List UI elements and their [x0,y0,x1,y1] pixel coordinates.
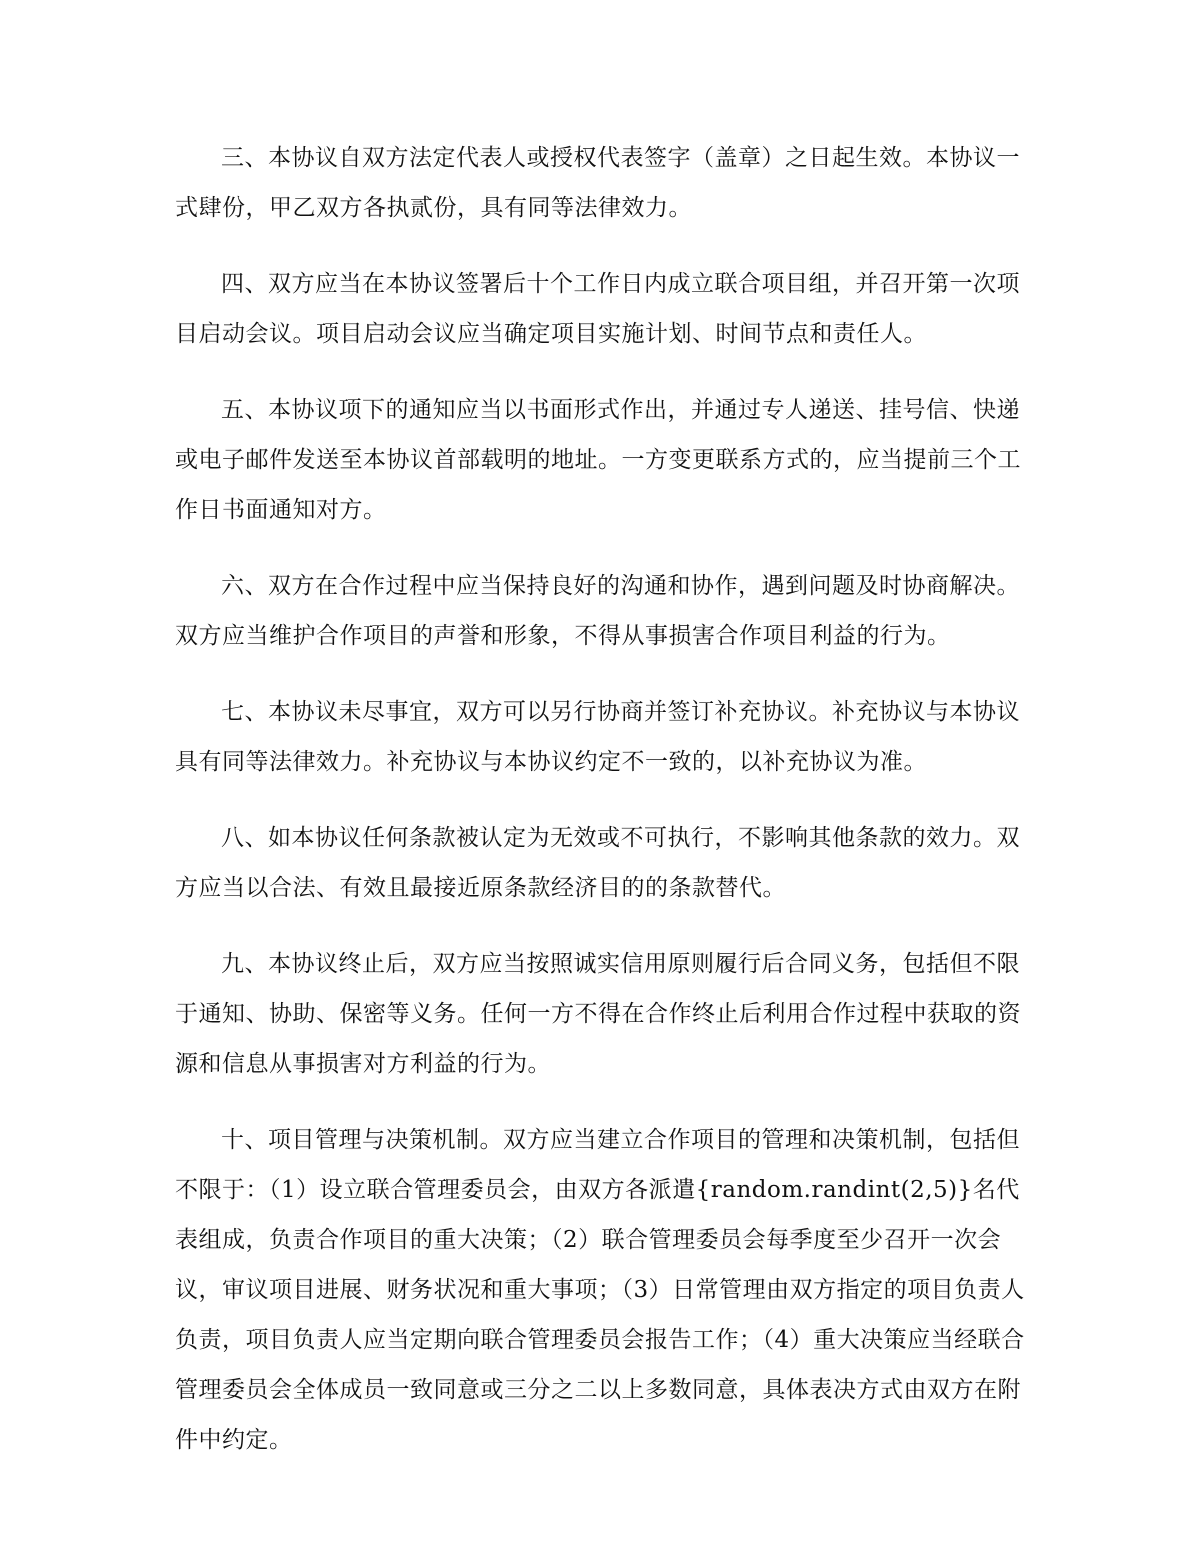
clause-8: 八、如本协议任何条款被认定为无效或不可执行，不影响其他条款的效力。双方应当以合法、有效且最接近原条款经济目的的条款替代。 [175,825,1020,901]
clause-4: 四、双方应当在本协议签署后十个工作日内成立联合项目组，并召开第一次项目启动会议。项目启动会议应当确定项目实施计划、时间节点和责任人。 [175,271,1020,347]
clause-10: 十、项目管理与决策机制。双方应当建立合作项目的管理和决策机制，包括但不限于：（1）设立联合管理委员会，由双方各派遣{random.randint(2,5)}名代表组成，负责合作项目的重大决策；（2）联合管理委员会每季度至少召开一次会议，审议项目进展、财务状况和重大事项；（3）日常管理由双方指定的项目负责人负责，项目负责人应当定期向联合管理委员会报告工作；（4）重大决策应当经联合管理委员会全体成员一致同意或三分之二以上多数同意，具体表决方式由双方在附件中约定。 [175,1127,1025,1453]
document-body [175,133,1025,1491]
clause-6: 六、双方在合作过程中应当保持良好的沟通和协作，遇到问题及时协商解决。双方应当维护合作项目的声誉和形象，不得从事损害合作项目利益的行为。 [175,573,1020,649]
clause-9: 九、本协议终止后，双方应当按照诚实信用原则履行后合同义务，包括但不限于通知、协助、保密等义务。任何一方不得在合作终止后利用合作过程中获取的资源和信息从事损害对方利益的行为。 [175,951,1021,1077]
clause-7: 七、本协议未尽事宜，双方可以另行协商并签订补充协议。补充协议与本协议具有同等法律效力。补充协议与本协议约定不一致的，以补充协议为准。 [175,699,1020,775]
clause-3: 三、本协议自双方法定代表人或授权代表签字（盖章）之日起生效。本协议一式肆份，甲乙双方各执贰份，具有同等法律效力。 [175,145,1020,221]
clause-5: 五、本协议项下的通知应当以书面形式作出，并通过专人递送、挂号信、快递或电子邮件发送至本协议首部载明的地址。一方变更联系方式的，应当提前三个工作日书面通知对方。 [175,397,1021,523]
